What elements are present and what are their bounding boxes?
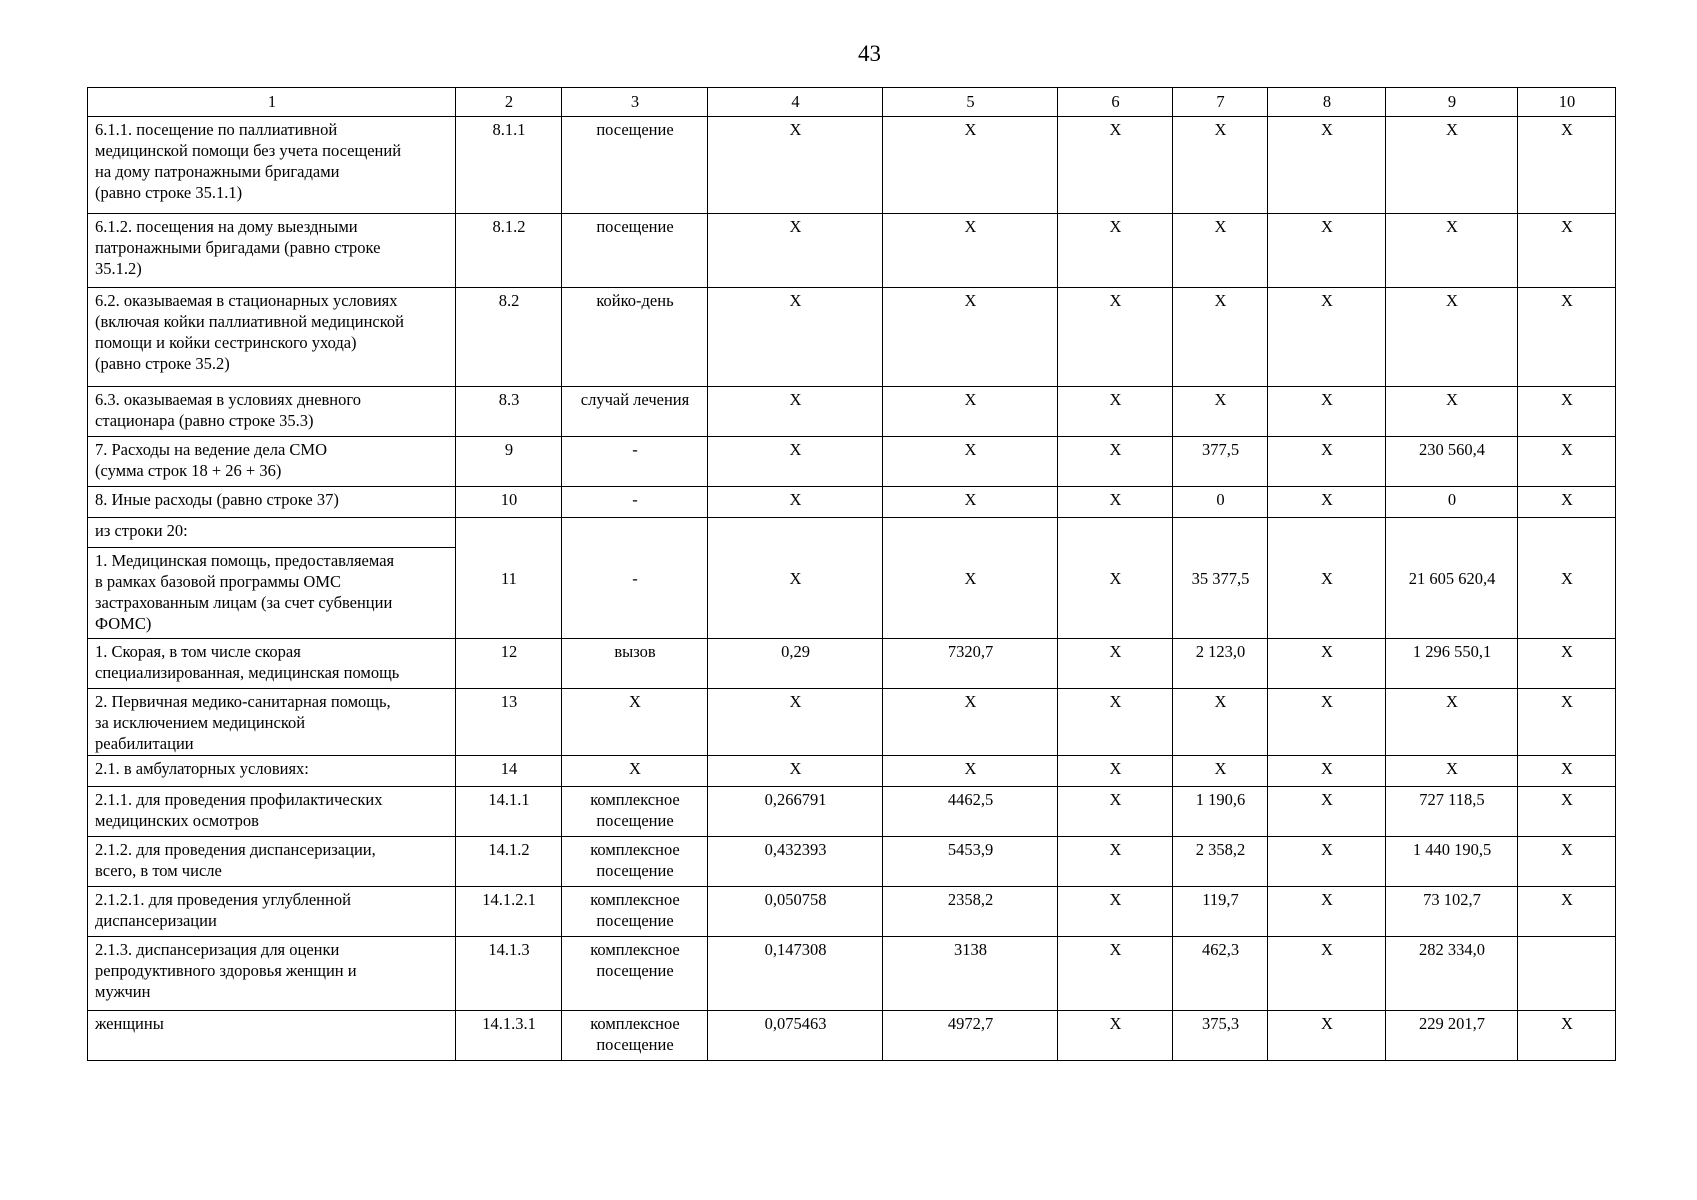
table-cell-col-5: Х: [883, 117, 1058, 214]
table-cell-col-8: Х: [1268, 937, 1386, 1011]
table-cell-col-7: 375,3: [1173, 1011, 1268, 1061]
table-cell-col-10: Х: [1518, 387, 1616, 437]
header-row: [88, 88, 1616, 117]
row-label-cell: 2.1.2. для проведения диспансеризации, всего, в том числе: [88, 837, 456, 887]
table-cell-col-2: 14.1.2.1: [456, 887, 562, 937]
table-cell-col-7: 2 123,0: [1173, 639, 1268, 689]
table-cell-col-6: Х: [1058, 288, 1173, 387]
table-cell-col-5: 4462,5: [883, 787, 1058, 837]
table-cell-col-3: посещение: [562, 117, 708, 214]
table-cell-col-7: 35 377,5: [1173, 518, 1268, 639]
table-cell-col-3: комплексное посещение: [562, 887, 708, 937]
column-header-5: 5: [883, 88, 1058, 117]
table-cell-col-2: 10: [456, 487, 562, 518]
table-cell-col-4: Х: [708, 387, 883, 437]
table-cell-col-8: Х: [1268, 787, 1386, 837]
table-cell-col-2: 14.1.1: [456, 787, 562, 837]
table-cell-col-4: 0,266791: [708, 787, 883, 837]
table-cell-col-7: 2 358,2: [1173, 837, 1268, 887]
table-row: [88, 117, 1616, 214]
table-cell-col-8: Х: [1268, 689, 1386, 756]
table-cell-col-9: 230 560,4: [1386, 437, 1518, 487]
table-cell-col-4: Х: [708, 756, 883, 787]
table-cell-col-9: 1 296 550,1: [1386, 639, 1518, 689]
table-cell-col-7: Х: [1173, 756, 1268, 787]
column-header-3: 3: [562, 88, 708, 117]
table-cell-col-7: 119,7: [1173, 887, 1268, 937]
table-cell-col-9: Х: [1386, 756, 1518, 787]
table-cell-col-2: 11: [456, 518, 562, 639]
table-body: [88, 88, 1616, 1061]
table-row: [88, 288, 1616, 387]
table-cell-col-5: 7320,7: [883, 639, 1058, 689]
column-header-1: 1: [88, 88, 456, 117]
table-cell-col-2: 12: [456, 639, 562, 689]
table-cell-col-4: Х: [708, 689, 883, 756]
table-cell-col-6: Х: [1058, 518, 1173, 639]
table-cell-col-5: Х: [883, 487, 1058, 518]
table-cell-col-6: Х: [1058, 387, 1173, 437]
group-label-cell: из строки 20:: [88, 518, 456, 548]
table-cell-col-3: случай лечения: [562, 387, 708, 437]
table-cell-col-2: 14.1.2: [456, 837, 562, 887]
table-row: [88, 837, 1616, 887]
table-cell-col-7: Х: [1173, 689, 1268, 756]
table-cell-col-4: Х: [708, 214, 883, 288]
row-label-cell: 6.2. оказываемая в стационарных условиях (включая койки паллиативной медицинской помощи и койки сестринского ухода) (равно строке 35.2): [88, 288, 456, 387]
row-label-cell: 2.1.3. диспансеризация для оценки репродуктивного здоровья женщин и мужчин: [88, 937, 456, 1011]
table-cell-col-6: Х: [1058, 1011, 1173, 1061]
table-cell-col-5: Х: [883, 214, 1058, 288]
group-label-row: [88, 518, 1616, 548]
row-label-cell: женщины: [88, 1011, 456, 1061]
table-cell-col-10: Х: [1518, 887, 1616, 937]
table-cell-col-5: Х: [883, 689, 1058, 756]
table-cell-col-10: Х: [1518, 487, 1616, 518]
table-cell-col-2: 9: [456, 437, 562, 487]
table-cell-col-2: 13: [456, 689, 562, 756]
table-cell-col-8: Х: [1268, 387, 1386, 437]
page-number: 43: [858, 41, 881, 66]
table-cell-col-4: 0,050758: [708, 887, 883, 937]
table-cell-col-7: 1 190,6: [1173, 787, 1268, 837]
table-cell-col-5: 2358,2: [883, 887, 1058, 937]
table-cell-col-5: Х: [883, 387, 1058, 437]
table-cell-col-6: Х: [1058, 837, 1173, 887]
table-cell-col-9: Х: [1386, 689, 1518, 756]
table-cell-col-5: Х: [883, 518, 1058, 639]
table-cell-col-8: Х: [1268, 639, 1386, 689]
row-label-cell: 7. Расходы на ведение дела СМО (сумма строк 18 + 26 + 36): [88, 437, 456, 487]
table-cell-col-2: 8.1.2: [456, 214, 562, 288]
row-label-cell: 1. Медицинская помощь, предоставляемая в рамках базовой программы ОМС застрахованным лицам (за счет субвенции ФОМС): [88, 548, 456, 639]
table-cell-col-6: Х: [1058, 117, 1173, 214]
table-cell-col-2: 8.3: [456, 387, 562, 437]
table-cell-col-9: 21 605 620,4: [1386, 518, 1518, 639]
table-cell-col-4: 0,075463: [708, 1011, 883, 1061]
row-label-cell: 6.3. оказываемая в условиях дневного стационара (равно строке 35.3): [88, 387, 456, 437]
table-cell-col-6: Х: [1058, 487, 1173, 518]
table-row: [88, 487, 1616, 518]
table-cell-col-10: Х: [1518, 689, 1616, 756]
table-row: [88, 756, 1616, 787]
table-cell-col-9: 229 201,7: [1386, 1011, 1518, 1061]
table-cell-col-9: 73 102,7: [1386, 887, 1518, 937]
table-cell-col-10: [1518, 937, 1616, 1011]
table-cell-col-8: Х: [1268, 288, 1386, 387]
table-cell-col-10: Х: [1518, 837, 1616, 887]
column-header-6: 6: [1058, 88, 1173, 117]
table-row: [88, 937, 1616, 1011]
table-cell-col-6: Х: [1058, 887, 1173, 937]
table-row: [88, 887, 1616, 937]
table-cell-col-4: Х: [708, 487, 883, 518]
table-cell-col-2: 14: [456, 756, 562, 787]
table-cell-col-8: Х: [1268, 756, 1386, 787]
table-cell-col-5: 4972,7: [883, 1011, 1058, 1061]
table-cell-col-7: Х: [1173, 288, 1268, 387]
column-header-10: 10: [1518, 88, 1616, 117]
table-cell-col-10: Х: [1518, 214, 1616, 288]
table-cell-col-3: Х: [562, 689, 708, 756]
table-cell-col-4: Х: [708, 518, 883, 639]
table-cell-col-5: 3138: [883, 937, 1058, 1011]
table-cell-col-3: посещение: [562, 214, 708, 288]
table-cell-col-7: Х: [1173, 214, 1268, 288]
table-cell-col-9: Х: [1386, 117, 1518, 214]
table-row: [88, 214, 1616, 288]
data-table: [87, 87, 1616, 1061]
table-cell-col-2: 8.1.1: [456, 117, 562, 214]
table-cell-col-8: Х: [1268, 487, 1386, 518]
table-cell-col-8: Х: [1268, 214, 1386, 288]
table-cell-col-5: Х: [883, 288, 1058, 387]
table-cell-col-3: -: [562, 487, 708, 518]
table-cell-col-10: Х: [1518, 437, 1616, 487]
column-header-7: 7: [1173, 88, 1268, 117]
table-cell-col-6: Х: [1058, 214, 1173, 288]
table-cell-col-3: комплексное посещение: [562, 1011, 708, 1061]
table-cell-col-7: 462,3: [1173, 937, 1268, 1011]
table-cell-col-6: Х: [1058, 437, 1173, 487]
table-cell-col-9: 0: [1386, 487, 1518, 518]
table-cell-col-5: Х: [883, 437, 1058, 487]
table-cell-col-4: Х: [708, 288, 883, 387]
table-cell-col-9: Х: [1386, 288, 1518, 387]
table-cell-col-10: Х: [1518, 288, 1616, 387]
column-header-9: 9: [1386, 88, 1518, 117]
table-cell-col-8: Х: [1268, 437, 1386, 487]
table-row: [88, 639, 1616, 689]
table-cell-col-3: комплексное посещение: [562, 787, 708, 837]
table-cell-col-6: Х: [1058, 787, 1173, 837]
table-cell-col-7: 0: [1173, 487, 1268, 518]
table-cell-col-8: Х: [1268, 1011, 1386, 1061]
table-cell-col-3: Х: [562, 756, 708, 787]
table-cell-col-9: 727 118,5: [1386, 787, 1518, 837]
table-cell-col-3: -: [562, 437, 708, 487]
table-cell-col-3: комплексное посещение: [562, 837, 708, 887]
table-cell-col-7: Х: [1173, 387, 1268, 437]
table-cell-col-6: Х: [1058, 756, 1173, 787]
table-cell-col-10: Х: [1518, 756, 1616, 787]
table-cell-col-3: койко-день: [562, 288, 708, 387]
table-cell-col-2: 14.1.3.1: [456, 1011, 562, 1061]
table-cell-col-6: Х: [1058, 639, 1173, 689]
table-cell-col-9: 1 440 190,5: [1386, 837, 1518, 887]
row-label-cell: 6.1.2. посещения на дому выездными патронажными бригадами (равно строке 35.1.2): [88, 214, 456, 288]
column-header-4: 4: [708, 88, 883, 117]
row-label-cell: 2.1. в амбулаторных условиях:: [88, 756, 456, 787]
row-label-cell: 8. Иные расходы (равно строке 37): [88, 487, 456, 518]
row-label-cell: 1. Скорая, в том числе скорая специализированная, медицинская помощь: [88, 639, 456, 689]
table-row: [88, 689, 1616, 756]
table-cell-col-3: вызов: [562, 639, 708, 689]
table-row: [88, 1011, 1616, 1061]
table-cell-col-2: 14.1.3: [456, 937, 562, 1011]
table-cell-col-10: Х: [1518, 518, 1616, 639]
table-cell-col-4: 0,432393: [708, 837, 883, 887]
table-row: [88, 387, 1616, 437]
table-cell-col-3: -: [562, 518, 708, 639]
table-cell-col-4: 0,147308: [708, 937, 883, 1011]
table-cell-col-5: 5453,9: [883, 837, 1058, 887]
table-cell-col-9: 282 334,0: [1386, 937, 1518, 1011]
row-label-cell: 2.1.2.1. для проведения углубленной диспансеризации: [88, 887, 456, 937]
table-cell-col-10: Х: [1518, 1011, 1616, 1061]
table-cell-col-10: Х: [1518, 787, 1616, 837]
table-cell-col-4: Х: [708, 117, 883, 214]
table-cell-col-8: Х: [1268, 518, 1386, 639]
column-header-2: 2: [456, 88, 562, 117]
table-cell-col-6: Х: [1058, 937, 1173, 1011]
table-cell-col-9: Х: [1386, 214, 1518, 288]
table-cell-col-4: Х: [708, 437, 883, 487]
row-label-cell: 6.1.1. посещение по паллиативной медицинской помощи без учета посещений на дому патронажными бригадами (равно строке 35.1.1): [88, 117, 456, 214]
table-cell-col-8: Х: [1268, 117, 1386, 214]
table-cell-col-8: Х: [1268, 887, 1386, 937]
row-label-cell: 2.1.1. для проведения профилактических медицинских осмотров: [88, 787, 456, 837]
table-cell-col-10: Х: [1518, 117, 1616, 214]
table-cell-col-7: 377,5: [1173, 437, 1268, 487]
table-cell-col-9: Х: [1386, 387, 1518, 437]
table-cell-col-4: 0,29: [708, 639, 883, 689]
table-cell-col-8: Х: [1268, 837, 1386, 887]
table-row: [88, 787, 1616, 837]
table-cell-col-3: комплексное посещение: [562, 937, 708, 1011]
row-label-cell: 2. Первичная медико-санитарная помощь, за исключением медицинской реабилитации: [88, 689, 456, 756]
table-cell-col-7: Х: [1173, 117, 1268, 214]
table-cell-col-5: Х: [883, 756, 1058, 787]
table-cell-col-2: 8.2: [456, 288, 562, 387]
table-cell-col-10: Х: [1518, 639, 1616, 689]
table-row: [88, 437, 1616, 487]
column-header-8: 8: [1268, 88, 1386, 117]
table-cell-col-6: Х: [1058, 689, 1173, 756]
